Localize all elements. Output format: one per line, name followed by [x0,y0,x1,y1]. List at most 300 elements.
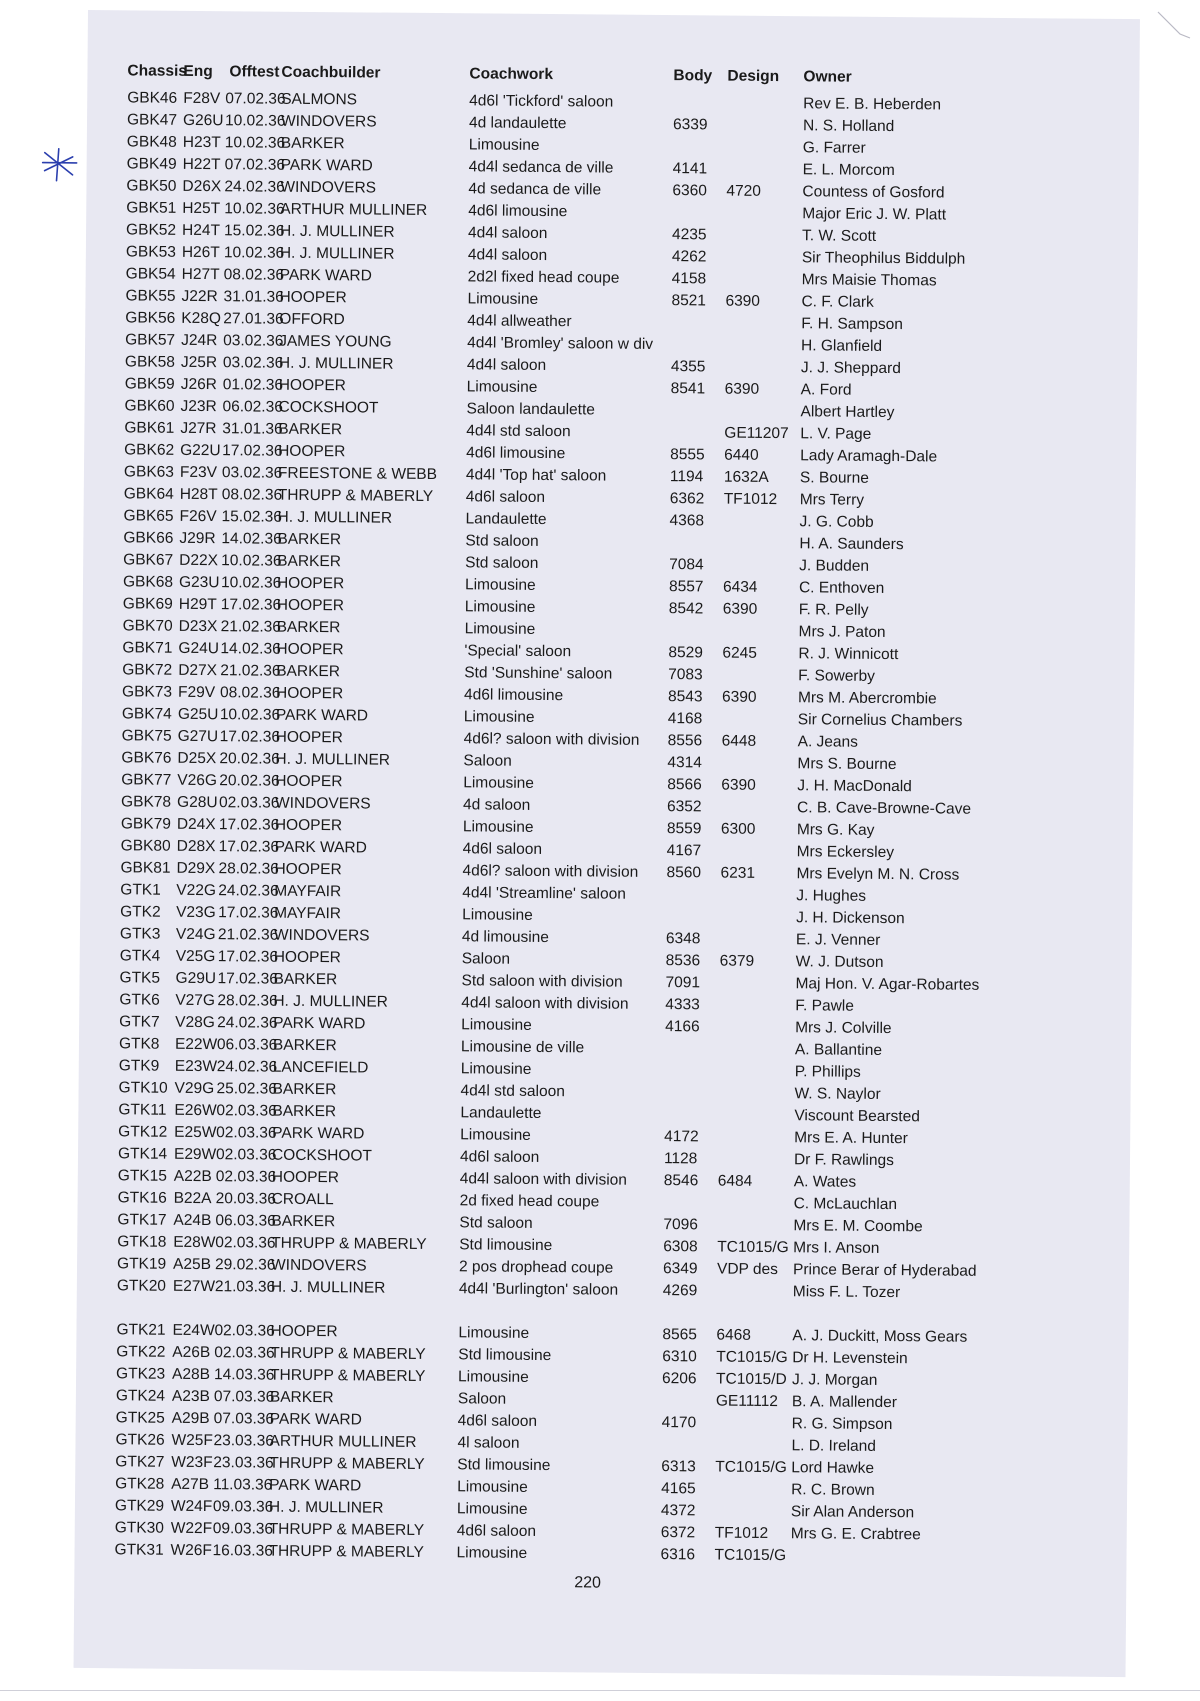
cell-owner: Mrs Evelyn M. N. Cross [796,865,960,884]
cell-offtest: 20.02.36 [219,772,280,790]
cell-coachwork: Limousine [457,1478,528,1496]
cell-coachbuilder: THRUPP & MABERLY [270,1344,426,1363]
table-body-part-2 [114,1319,1096,1570]
cell-coachwork: 4d4l 'Bromley' saloon w div [467,334,654,353]
cell-design: 6440 [724,446,759,464]
table-body-part-1 [117,87,1108,1306]
cell-owner: A. Wates [793,1173,857,1191]
cell-owner: Sir Alan Anderson [790,1503,915,1522]
cell-body: 8560 [666,864,702,882]
cell-offtest: 24.02.36 [217,1014,278,1032]
cell-coachbuilder: WINDOVERS [280,178,377,197]
cell-eng: J26R [180,375,217,394]
cell-eng: G22U [180,441,221,460]
cell-coachwork: Limousine [460,1060,532,1078]
cell-body: 8543 [667,688,703,706]
cell-eng: E25W [174,1123,217,1142]
cell-body: 7096 [663,1216,698,1234]
cell-offtest: 10.02.36 [219,706,281,724]
cell-chassis: GTK14 [117,1145,168,1163]
cell-coachbuilder: PARK WARD [273,1014,366,1033]
cell-coachbuilder: THRUPP & MABERLY [270,1366,426,1385]
cell-owner: J. J. Morgan [791,1371,878,1389]
header-chassis: Chassis [127,62,187,80]
cell-owner: A. Ballantine [794,1041,883,1059]
cell-design: 6434 [722,578,758,596]
cell-design: 1632A [723,468,769,486]
cell-offtest: 21.02.36 [220,662,281,680]
cell-owner: Dr F. Rawlings [793,1151,894,1170]
cell-design [720,907,792,930]
cell-offtest: 06.03.36 [215,1212,276,1230]
cell-design [723,555,795,578]
cell-body: 4372 [660,1502,696,1520]
cell-design: TC1015/G [716,1348,788,1367]
cell-owner: Mrs G. Kay [796,821,875,839]
cell-coachbuilder: ARTHUR MULLINER [269,1432,417,1451]
cell-chassis: GBK50 [126,177,177,195]
cell-owner: Countess of Gosford [802,183,945,202]
cell-body: 6308 [663,1238,698,1256]
cell-coachwork: 4d6l saloon [462,840,543,858]
cell-chassis: GTK2 [120,903,161,921]
cell-owner: J. Budden [799,557,870,575]
cell-design [719,1017,791,1040]
header-offtest: Offtest [229,63,280,81]
cell-eng: V28G [175,1013,215,1032]
cell-coachwork: Limousine de ville [460,1038,585,1057]
cell-body: 6349 [662,1260,698,1278]
cell-body [669,532,719,554]
cell-body: 8536 [665,952,701,970]
cell-owner: R. G. Simpson [791,1415,893,1434]
cell-design [721,841,793,864]
cell-owner: J. J. Sheppard [800,359,901,378]
cell-chassis: GTK27 [115,1453,165,1471]
cell-coachwork: Saloon [461,950,511,968]
cell-chassis: GTK1 [120,881,161,899]
cell-body [670,422,720,444]
cell-body: 8565 [662,1326,698,1344]
cell-coachwork: 4d4l saloon [467,224,548,243]
cell-body: 4165 [661,1480,696,1498]
cell-offtest: 21.02.36 [217,926,279,944]
cell-coachwork: Std saloon with division [461,972,623,991]
cell-coachbuilder: H. J. MULLINER [268,1498,384,1517]
cell-offtest: 27.01.36 [223,310,284,328]
cell-coachbuilder: BARKER [276,662,341,681]
cell-owner: Lord Hawke [791,1459,875,1477]
cell-owner: C. B. Cave-Browne-Cave [796,799,972,818]
cell-body: 4158 [671,270,707,288]
cell-coachwork: 4d6l limousine [463,686,564,705]
cell-offtest: 17.02.36 [217,948,279,966]
cell-design: 6468 [716,1326,752,1344]
cell-offtest: 06.02.36 [222,398,283,416]
cell-eng: D26X [182,177,222,196]
cell-design [715,1501,787,1524]
cell-body [671,312,721,334]
cell-owner: Mrs E. A. Hunter [794,1129,908,1148]
cell-design [718,1149,790,1172]
cell-coachwork: Std 'Sunshine' saloon [464,664,613,683]
cell-design [718,1105,790,1128]
cell-chassis: GTK8 [118,1035,160,1053]
cell-owner: C. McLauchlan [793,1195,898,1214]
cell-offtest: 02.03.36 [214,1322,275,1340]
cell-coachbuilder: BARKER [272,1080,337,1099]
cell-design [715,1435,787,1458]
cell-chassis: GTK29 [114,1497,165,1515]
cell-eng: J22R [181,287,218,306]
cell-chassis: GTK26 [115,1431,165,1449]
cell-owner: Mrs Eckersley [796,843,895,862]
cell-coachbuilder: H. J. MULLINER [279,244,395,263]
cell-coachwork: 4l saloon [457,1434,520,1452]
cell-design [718,1083,790,1106]
cell-coachwork: Limousine [464,598,536,616]
cell-offtest: 15.02.36 [224,222,285,240]
cell-eng: J24R [181,331,218,350]
cell-owner: E. J. Venner [795,931,881,949]
cell-coachwork: Std limousine [458,1346,552,1365]
header-body: Body [673,67,713,85]
cell-eng: E29W [173,1145,217,1164]
cell-coachwork: Limousine [462,818,534,836]
cell-design [723,511,795,534]
cell-coachwork: Std limousine [457,1456,551,1475]
cell-chassis: GBK71 [122,639,173,657]
cell-owner: Sir Cornelius Chambers [797,711,963,730]
cell-design: 6379 [719,952,755,970]
cell-owner: Maj Hon. V. Agar-Robartes [795,975,980,994]
cell-owner: J. G. Cobb [799,513,874,531]
cell-chassis: GTK16 [117,1189,167,1207]
cell-eng: G23U [178,573,220,592]
cell-eng: W25F [171,1431,213,1450]
cell-eng: H24T [182,221,221,240]
cell-coachwork: Limousine [467,290,539,308]
cell-design [715,1479,787,1502]
cell-coachbuilder: PARK WARD [269,1410,362,1429]
cell-owner: H. Glanfield [801,337,883,355]
cell-chassis: GTK7 [119,1013,160,1031]
cell-coachbuilder: COCKSHOOT [271,1146,372,1165]
cell-design: TC1015/D [716,1370,787,1389]
cell-coachbuilder: BARKER [277,530,342,549]
cell-chassis: GBK78 [121,793,172,811]
cell-owner: L. V. Page [800,425,872,443]
cell-body [664,1192,714,1214]
cell-coachbuilder: BARKER [277,552,342,571]
cell-coachbuilder: BARKER [271,1212,336,1231]
cell-offtest: 17.02.36 [218,838,280,856]
cell-coachbuilder: HOOPER [279,288,347,307]
cell-design [726,203,798,226]
cell-body: 6206 [662,1370,697,1388]
cell-body [670,400,720,422]
cell-owner: Mrs Maisie Thomas [801,271,937,290]
cell-chassis: GTK10 [118,1079,168,1097]
cell-coachwork: Saloon [463,752,512,770]
cell-owner: Mrs S. Bourne [797,755,897,774]
cell-offtest: 07.03.36 [213,1410,275,1428]
cell-chassis: GBK72 [122,661,173,679]
cell-chassis: GBK81 [120,859,171,877]
cell-eng: W24F [170,1497,213,1516]
cell-eng: D29X [176,859,216,878]
cell-offtest: 10.02.36 [224,134,286,152]
cell-design [718,1193,790,1216]
cell-eng: F29V [177,683,216,702]
cell-offtest: 24.02.36 [216,1058,278,1076]
cell-coachbuilder: COCKSHOOT [278,398,379,417]
cell-offtest: 24.02.36 [224,178,285,196]
cell-coachbuilder: WINDOVERS [273,926,370,945]
cell-offtest: 07.02.36 [225,90,286,108]
cell-chassis: GBK57 [125,331,176,349]
header-coachbuilder: Coachbuilder [281,63,381,82]
cell-body: 6310 [662,1348,697,1366]
cell-eng: F23V [179,463,218,482]
cell-coachbuilder: THRUPP & MABERLY [271,1234,427,1254]
cell-chassis: GBK67 [123,551,174,569]
cell-coachwork: 4d4l std saloon [466,422,571,441]
cell-chassis: GTK17 [117,1211,167,1229]
cell-owner: W. J. Dutson [795,953,884,971]
cell-chassis: GBK61 [124,419,175,437]
cell-owner: Major Eric J. W. Platt [802,205,947,224]
cell-body: 7091 [665,974,701,992]
cell-eng: A25B [172,1255,212,1274]
cell-offtest: 14.02.36 [221,530,282,548]
cell-body: 6352 [666,798,702,816]
cell-design [719,1039,791,1062]
cell-chassis: GTK12 [118,1123,168,1141]
cell-owner: C. F. Clark [801,293,874,311]
cell-owner: Lady Aramagh-Dale [800,447,938,466]
cell-coachwork: 4d4l sedanca de ville [468,158,614,177]
cell-design [719,1061,791,1084]
cell-owner: Mrs M. Abercrombie [797,689,937,708]
cell-design [718,1127,790,1150]
cell-offtest: 28.02.36 [217,992,278,1010]
cell-coachwork: Saloon [457,1390,507,1408]
cell-coachwork: Landaulette [465,510,547,529]
cell-body: 1128 [663,1150,698,1168]
cell-coachwork: 4d6l limousine [466,444,566,463]
page-number: 220 [574,1574,602,1592]
cell-offtest: 03.02.36 [223,332,284,350]
cell-coachbuilder: H. J. MULLINER [278,354,394,373]
cell-coachbuilder: H. J. MULLINER [277,508,393,527]
cell-coachwork: Saloon landaulette [466,400,596,419]
cell-body: 8546 [663,1172,699,1190]
cell-owner: C. Enthoven [798,579,885,597]
cell-design [722,665,794,688]
cell-offtest: 20.03.36 [215,1190,277,1208]
cell-coachwork: Std saloon [465,554,539,572]
cell-eng: D22X [179,551,219,570]
cell-chassis: GTK31 [114,1541,164,1559]
cell-chassis: GBK76 [121,749,172,767]
cell-design: 6245 [722,644,757,662]
cell-coachwork: 2d2l fixed head coupe [467,268,620,287]
header-owner: Owner [803,68,852,86]
cell-chassis: GBK80 [120,837,171,855]
cell-offtest: 07.02.36 [224,156,286,174]
cell-chassis: GTK22 [116,1343,166,1361]
cell-coachbuilder: BARKER [278,420,343,439]
cell-chassis: GTK18 [117,1233,167,1251]
cell-coachbuilder: BARKER [269,1388,334,1407]
cell-coachwork: 4d4l 'Burlington' saloon [458,1280,619,1299]
cell-owner [790,1545,990,1569]
cell-body [666,906,716,928]
cell-coachbuilder: BARKER [280,134,345,153]
cell-offtest: 16.03.36 [212,1542,273,1560]
cell-chassis: GTK21 [116,1321,166,1339]
cell-chassis: GTK28 [115,1475,165,1493]
cell-coachwork: Limousine [463,708,535,726]
cell-owner: Dr H. Levenstein [792,1349,908,1368]
cell-body: 8556 [667,732,703,750]
cell-offtest: 23.03.36 [213,1432,274,1450]
cell-owner: R. C. Brown [791,1481,875,1499]
cell-design: 6231 [720,864,756,882]
cell-eng: D25X [177,749,217,768]
cell-chassis: GBK69 [122,595,173,613]
cell-coachbuilder: WINDOVERS [280,112,377,131]
cell-coachbuilder: H. J. MULLINER [273,992,388,1011]
cell-coachwork: Limousine [456,1544,528,1562]
cell-body [662,1390,712,1412]
cell-body: 1194 [669,468,704,486]
cell-coachwork: 2d fixed head coupe [459,1192,600,1211]
cell-offtest: 02.03.36 [214,1344,275,1362]
cell-coachbuilder: HOOPER [275,772,343,791]
cell-offtest: 17.02.36 [217,970,278,988]
cell-coachwork: Limousine [460,1126,531,1144]
cell-design: 6300 [720,820,756,838]
cell-offtest: 25.02.36 [216,1080,278,1098]
cell-coachwork: Limousine [458,1324,530,1342]
asterisk-mark-icon [38,145,78,185]
cell-eng: J23R [180,397,217,416]
cell-body: 4235 [671,226,707,244]
cell-offtest: 08.02.36 [219,684,281,702]
header-design: Design [727,67,780,86]
cell-coachwork: 4d4l saloon [467,246,548,265]
cell-body: 8542 [668,600,704,618]
cell-body: 8557 [668,578,704,596]
cell-eng: B22A [173,1189,212,1208]
cell-offtest: 03.02.36 [222,354,284,372]
cell-chassis: GBK49 [126,155,177,173]
cell-body: 4170 [661,1414,697,1432]
cell-owner: B. A. Mallender [791,1393,898,1412]
cell-coachbuilder: HOOPER [276,596,345,615]
cell-body: 6339 [672,116,708,134]
cell-body: 8559 [666,820,702,838]
cell-offtest: 01.02.36 [222,376,284,394]
cell-body: 6362 [669,490,705,508]
cell-offtest: 14.03.36 [214,1366,275,1384]
cell-chassis: GTK24 [115,1387,166,1405]
cell-eng: V26G [177,771,217,790]
cell-owner: W. S. Naylor [794,1085,881,1103]
cell-owner: Viscount Bearsted [794,1107,920,1126]
cell-coachbuilder: THRUPP & MABERLY [268,1542,424,1561]
cell-design [721,753,793,776]
cell-coachbuilder: BARKER [272,1102,337,1121]
cell-coachbuilder: SALMONS [281,90,358,109]
cell-body: 6360 [672,182,708,200]
cell-body [665,1038,715,1060]
cell-eng: H26T [181,243,220,262]
cell-design [720,885,792,908]
cell-offtest: 09.03.36 [212,1520,274,1538]
cell-offtest: 09.03.36 [212,1498,274,1516]
cell-coachbuilder: BARKER [276,618,341,637]
cell-eng: D27X [178,661,218,680]
cell-owner: Mrs J. Paton [798,623,886,641]
cell-offtest: 21.02.36 [220,618,282,636]
cell-owner: Albert Hartley [800,403,895,422]
cell-design [725,313,797,336]
cell-owner: F. R. Pelly [798,601,869,619]
cell-offtest: 15.02.36 [221,508,282,526]
cell-coachbuilder: OFFORD [279,310,345,329]
cell-coachwork: Limousine [464,576,536,594]
cell-design [717,1281,789,1304]
cell-design [717,1215,789,1238]
cell-chassis: GBK75 [121,727,172,745]
cell-offtest: 07.03.36 [213,1388,275,1406]
cell-design [724,401,796,424]
cell-coachbuilder: THRUPP & MABERLY [277,486,434,506]
cell-coachwork: Limousine [456,1500,528,1518]
cell-body [665,1060,715,1082]
cell-coachbuilder: LANCEFIELD [272,1058,369,1077]
cell-body: 4314 [667,754,703,772]
cell-coachwork: 4d4l saloon [466,356,547,375]
cell-eng: E27W [172,1277,216,1296]
cell-offtest: 02.03.36 [216,1102,277,1120]
cell-offtest: 24.02.36 [218,882,279,900]
cell-design [722,709,794,732]
cell-body: 4168 [667,710,703,728]
cell-eng: E22W [174,1035,218,1054]
cell-body: 8566 [667,776,702,794]
cell-offtest: 29.02.36 [214,1256,276,1274]
cell-body [671,334,721,356]
cell-body: 4166 [665,1018,700,1036]
cell-owner: L. D. Ireland [791,1437,877,1455]
cell-design: TC1015/G [714,1546,787,1565]
cell-owner: F. H. Sampson [801,315,904,334]
cell-coachbuilder: FREESTONE & WEBB [277,464,438,484]
cell-owner: Mrs J. Colville [795,1019,892,1038]
cell-coachwork: Std limousine [459,1236,553,1255]
cell-eng: A22B [173,1167,212,1186]
cell-eng: F26V [179,507,217,526]
cell-body: 8521 [671,292,707,310]
cell-eng: G26U [182,111,224,130]
cell-eng: G27U [177,727,219,746]
cell-owner: H. A. Saunders [799,535,904,554]
cell-owner: Mrs G. E. Crabtree [790,1525,921,1544]
